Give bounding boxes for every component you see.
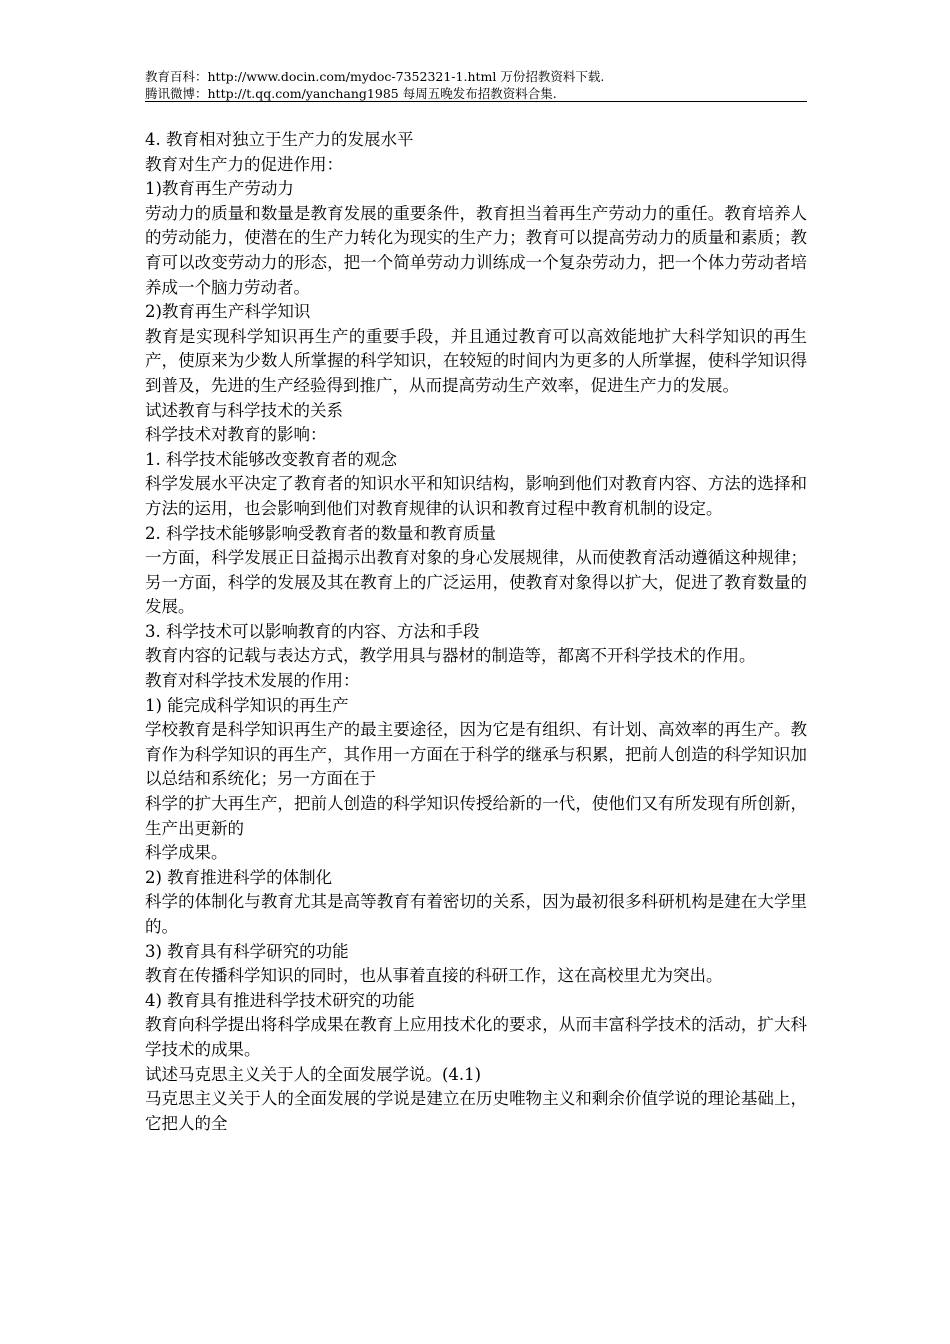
- heading-education-promotes-productivity: 教育对生产力的促进作用：: [145, 154, 343, 174]
- subheading-reproduce-labor: 1)教育再生产劳动力: [145, 179, 294, 199]
- subheading-knowledge-reproduction: 1) 能完成科学知识的再生产: [145, 695, 349, 715]
- paragraph-promote-research: 教育向科学提出将科学成果在教育上应用技术化的要求，从而丰富科学技术的活动，扩大科学技术的成果。: [145, 1015, 807, 1059]
- header-divider: [145, 101, 807, 102]
- paragraph-knowledge-reproduction-end: 科学成果。: [145, 843, 228, 863]
- question-marxist-development-theory: 试述马克思主义关于人的全面发展学说。(4.1): [145, 1064, 482, 1084]
- subheading-promote-research: 4) 教育具有推进科学技术研究的功能: [145, 990, 415, 1010]
- heading-education-independence: 4. 教育相对独立于生产力的发展水平: [145, 130, 414, 149]
- paragraph-knowledge-reproduction-cont: 科学的扩大再生产，把前人创造的科学知识传授给新的一代，使他们又有所发现有所创新，生产出更新的: [145, 794, 807, 838]
- paragraph-institutionalization: 科学的体制化与教育尤其是高等教育有着密切的关系，因为最初很多科研机构是建在大学里的。: [145, 892, 807, 936]
- document-body: [145, 128, 807, 1136]
- heading-science-impact-on-education: 科学技术对教育的影响：: [145, 425, 327, 445]
- header-line-weibo: 腾讯微博：http://t.qq.com/yanchang1985 每周五晚发布招教资料合集.: [145, 86, 557, 101]
- question-education-and-science: 试述教育与科学技术的关系: [145, 400, 343, 420]
- paragraph-marxist-development-theory: 马克思主义关于人的全面发展的学说是建立在历史唯物主义和剩余价值学说的理论基础上，它把人的全: [145, 1089, 807, 1133]
- paragraph-reproduce-knowledge: 教育是实现科学知识再生产的重要手段，并且通过教育可以高效能地扩大科学知识的再生产，使原来为少数人所掌握的科学知识，在较短的时间内为更多的人所掌握，使科学知识得到普及，先进的生产经验得到推广，从而提高劳动生产效率，促进生产力的发展。: [145, 326, 807, 395]
- page-header: [145, 68, 807, 102]
- paragraph-science-affects-learners: 一方面，科学发展正日益揭示出教育对象的身心发展规律，从而使教育活动遵循这种规律；另一方面，科学的发展及其在教育上的广泛运用，使教育对象得以扩大，促进了教育数量的发展。: [145, 548, 807, 617]
- header-line-docin: 教育百科：http://www.docin.com/mydoc-7352321-1.html 万份招教资料下载.: [145, 69, 605, 84]
- subheading-science-changes-educators: 1. 科学技术能够改变教育者的观念: [145, 449, 397, 469]
- subheading-science-affects-learners: 2. 科学技术能够影响受教育者的数量和教育质量: [145, 523, 496, 543]
- paragraph-reproduce-labor: 劳动力的质量和数量是教育发展的重要条件，教育担当着再生产劳动力的重任。教育培养人的劳动能力，使潜在的生产力转化为现实的生产力；教育可以提高劳动力的质量和素质；教育可以改变劳动力的形态，把一个简单劳动力训练成一个复杂劳动力，把一个体力劳动者培养成一个脑力劳动者。: [145, 203, 807, 297]
- paragraph-knowledge-reproduction: 学校教育是科学知识再生产的最主要途径，因为它是有组织、有计划、高效率的再生产。教育作为科学知识的再生产，其作用一方面在于科学的继承与积累，把前人创造的科学知识加以总结和系统化；另一方面在于: [145, 720, 807, 789]
- heading-education-role-for-science: 教育对科学技术发展的作用：: [145, 671, 360, 691]
- subheading-institutionalization: 2) 教育推进科学的体制化: [145, 867, 333, 887]
- paragraph-research-function: 教育在传播科学知识的同时，也从事着直接的科研工作，这在高校里尤为突出。: [145, 966, 723, 986]
- subheading-research-function: 3) 教育具有科学研究的功能: [145, 941, 349, 961]
- paragraph-science-changes-educators: 科学发展水平决定了教育者的知识水平和知识结构，影响到他们对教育内容、方法的选择和方法的运用，也会影响到他们对教育规律的认识和教育过程中教育机制的设定。: [145, 474, 807, 518]
- subheading-science-affects-content: 3. 科学技术可以影响教育的内容、方法和手段: [145, 621, 480, 641]
- subheading-reproduce-knowledge: 2)教育再生产科学知识: [145, 302, 311, 322]
- paragraph-science-affects-content: 教育内容的记载与表达方式，教学用具与器材的制造等，都离不开科学技术的作用。: [145, 646, 756, 666]
